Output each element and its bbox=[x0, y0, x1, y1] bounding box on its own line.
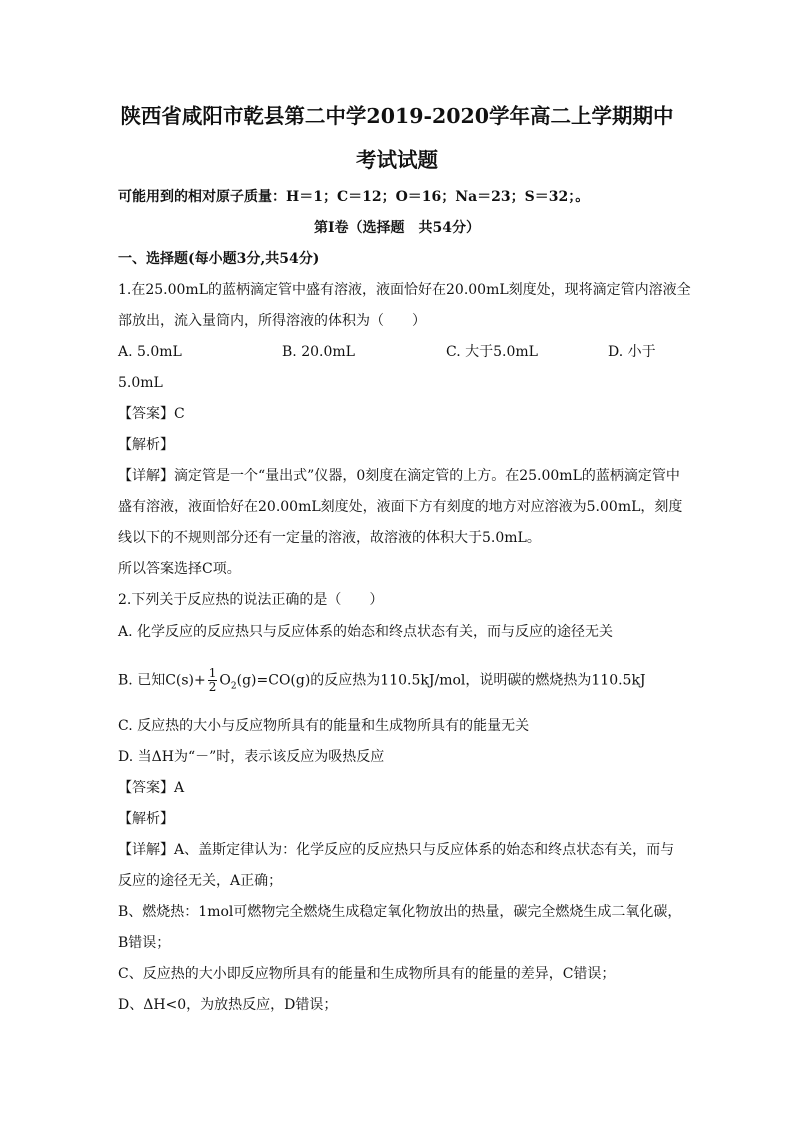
q1-analysis-label: 【解析】 bbox=[118, 437, 174, 453]
q1-option-d: D. 小于 bbox=[608, 344, 656, 360]
one-half-fraction bbox=[208, 667, 218, 694]
title-line-2: 考试试题 bbox=[356, 148, 438, 172]
q2-detail-a-line-1: 【详解】A、盖斯定律认为：化学反应的反应热只与反应体系的始态和终点状态有关，而与 bbox=[118, 842, 675, 858]
q2-detail-c: C、反应热的大小即反应物所具有的能量和生成物所具有的能量的差异，C错误； bbox=[118, 966, 616, 982]
q2-option-b-prefix: B. 已知C(s)+ bbox=[118, 672, 206, 689]
section-header: 一、选择题(每小题3分,共54分) bbox=[118, 251, 320, 267]
q2-detail-d: D、ΔH<0，为放热反应，D错误； bbox=[118, 997, 338, 1013]
q2-option-b-suffix: (g)=CO(g)的反应热为110.5kJ/mol，说明碳的燃烧热为110.5kJ bbox=[236, 672, 646, 689]
q1-stem-line-1: 1.在25.00mL的蓝柄滴定管中盛有溶液，液面恰好在20.00mL刻度处，现将滴定管内溶液全 bbox=[118, 282, 691, 298]
q1-option-b: B. 20.0mL bbox=[282, 344, 355, 360]
q1-option-d-cont: 5.0mL bbox=[118, 375, 163, 391]
q2-answer: 【答案】A bbox=[118, 780, 185, 796]
q1-detail-line-1: 【详解】滴定管是一个“量出式”仪器，0刻度在滴定管的上方。在25.00mL的蓝柄滴定管中 bbox=[118, 468, 680, 484]
fraction-denominator: 2 bbox=[208, 680, 217, 694]
q2-option-b bbox=[118, 667, 678, 696]
q2-option-b-oxygen: O bbox=[219, 672, 231, 689]
q2-stem: 2.下列关于反应热的说法正确的是（ ） bbox=[118, 592, 384, 608]
q1-option-a: A. 5.0mL bbox=[118, 344, 182, 360]
q2-detail-b-line-1: B、燃烧热：1mol可燃物完全燃烧生成稳定氧化物放出的热量，碳完全燃烧生成二氧化碳， bbox=[118, 904, 682, 920]
q2-analysis-label: 【解析】 bbox=[118, 811, 174, 827]
atomic-masses: 可能用到的相对原子质量：H＝1；C＝12；O＝16；Na＝23；S＝32；。 bbox=[118, 189, 590, 205]
fraction-numerator: 1 bbox=[208, 666, 217, 680]
q2-option-b-subscript: 2 bbox=[230, 681, 237, 692]
q1-answer: 【答案】C bbox=[118, 406, 185, 422]
q1-detail-line-3: 线以下的不规则部分还有一定量的溶液，故溶液的体积大于5.0mL。 bbox=[118, 530, 541, 546]
volume-header: 第Ⅰ卷（选择题 共54分） bbox=[313, 220, 481, 236]
q2-option-c: C. 反应热的大小与反应物所具有的能量和生成物所具有的能量无关 bbox=[118, 718, 530, 734]
q2-option-d: D. 当ΔH为“－”时，表示该反应为吸热反应 bbox=[118, 749, 385, 765]
q1-detail-line-2: 盛有溶液，液面恰好在20.00mL刻度处，液面下方有刻度的地方对应溶液为5.00mL，刻度 bbox=[118, 499, 683, 515]
q2-option-a: A. 化学反应的反应热只与反应体系的始态和终点状态有关，而与反应的途径无关 bbox=[118, 624, 614, 640]
q1-conclusion: 所以答案选择C项。 bbox=[118, 561, 241, 577]
q1-option-c: C. 大于5.0mL bbox=[446, 344, 538, 360]
q2-detail-b-line-2: B错误； bbox=[118, 935, 171, 951]
title-line-1: 陕西省咸阳市乾县第二中学2019-2020学年高二上学期期中 bbox=[120, 104, 674, 128]
q1-stem-line-2: 部放出，流入量筒内，所得溶液的体积为（ ） bbox=[118, 313, 426, 329]
q2-detail-a-line-2: 反应的途径无关，A正确； bbox=[118, 873, 283, 889]
